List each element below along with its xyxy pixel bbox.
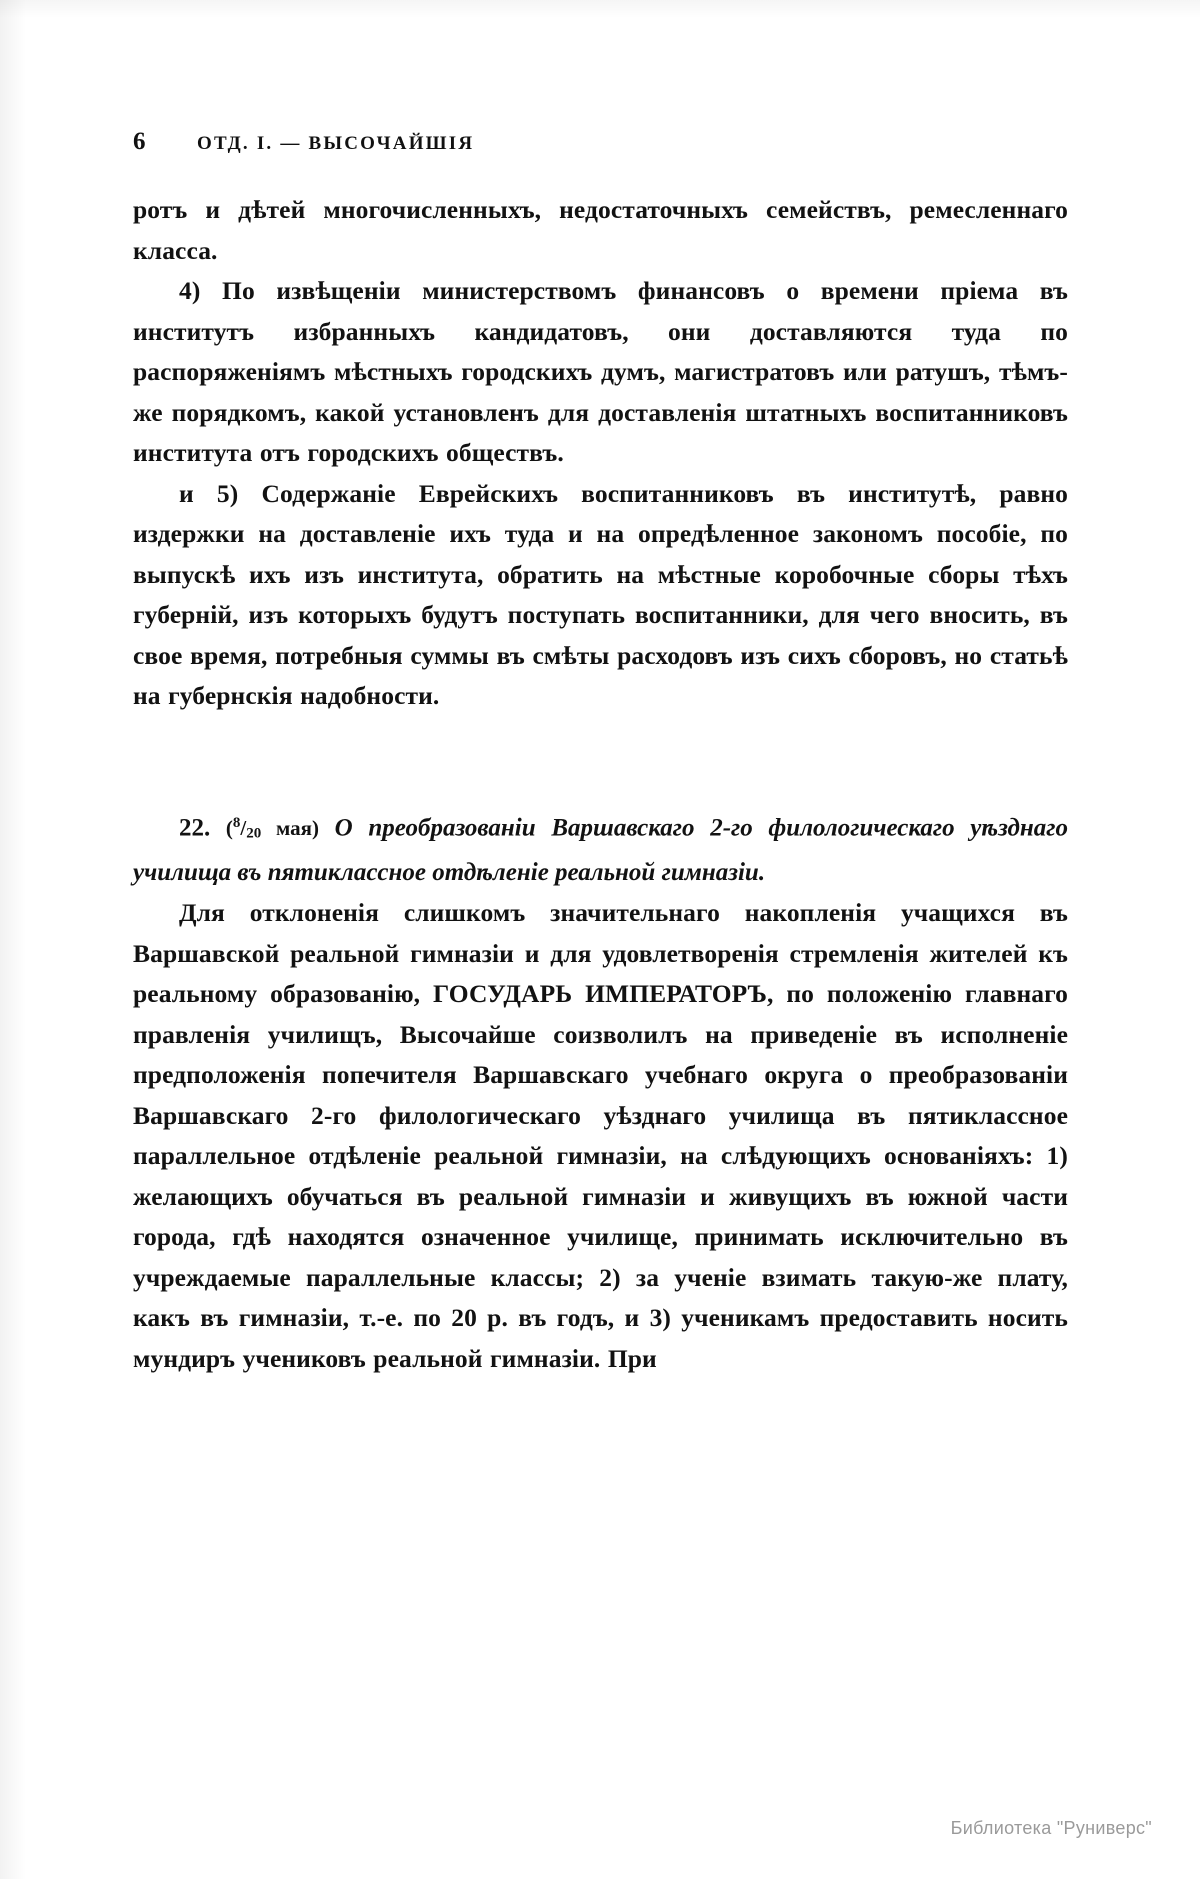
paragraph: и 5) Содержаніе Еврейскихъ воспитанниковъ въ институтѣ, равно издержки на доставленіе ихъ туда и на опредѣленное закономъ пособіе, по выпускѣ ихъ изъ института, обратить на мѣстные коробочные сборы тѣхъ губерній, изъ которыхъ будутъ поступать воспитанники, для чего вносить, въ свое время, потребныя суммы въ смѣты расходовъ изъ сихъ сборовъ, но статьѣ на губернскія надобности. — [133, 478, 1068, 710]
page-content — [133, 128, 1068, 1379]
running-head — [133, 128, 1068, 162]
running-head-title: ОТД. I. — ВЫСОЧАЙШIЯ — [197, 133, 475, 154]
page-edge-shading-left — [0, 0, 26, 1879]
section-title: О преобразованіи Варшавскаго 2-го филологическаго уѣзднаго училища въ пятиклассное отдѣленіе реальной гимназіи. — [133, 813, 1069, 886]
library-watermark: Библиотека "Руниверс" — [950, 1818, 1152, 1838]
page-edge-shading-top — [0, 0, 1200, 18]
section-number: 22. — [179, 813, 211, 841]
body-text — [133, 190, 1068, 717]
section-date-denominator: 20 — [246, 825, 262, 841]
paragraph: Для отклоненія слишкомъ значительнаго накопленія учащихся въ Варшавской реальной гимназіи и для удовлетворенія стремленія жителей къ реальному образованію, ГОСУДАРЬ ИМПЕРАТОРЪ, по положенію главнаго правленія училищъ, Высочайше соизволилъ на приведеніе въ исполненіе предположенія попечителя Варшавскаго учебнаго округа о преобразованіи Варшавскаго 2-го филологическаго уѣзднаго училища въ пятиклассное параллельное отдѣленіе реальной гимназіи, на слѣдующихъ основаніяхъ: 1) желающихъ обучаться въ реальной гимназіи и живущихъ въ южной части города, гдѣ находятся означенное училище, принимать исключительно въ учреждаемые параллельные классы; 2) за ученіе взимать такую-же плату, какъ въ гимназіи, т.-е. по 20 р. въ годъ, и 3) ученикамъ предоставить носить мундиръ учениковъ реальной гимназіи. При — [133, 898, 1068, 1373]
page-number: 6 — [133, 128, 146, 155]
section-date-month: мая — [275, 815, 312, 840]
paragraph: ротъ и дѣтей многочисленныхъ, недостаточныхъ семействъ, ремесленнаго класса. — [133, 195, 1068, 265]
section-date-numerator: 8 — [232, 814, 241, 831]
section-spacer — [133, 717, 1068, 803]
section-date: ($^8/_{20}$ мая) — [225, 814, 319, 841]
section-body — [133, 893, 1068, 1379]
section-heading — [133, 803, 1068, 894]
paragraph: 4) По извѣщеніи министерствомъ финансовъ о времени пріема въ институтъ избранныхъ кандидатовъ, они доставляются туда по распоряженіямъ мѣстныхъ городскихъ думъ, магистратовъ или ратушъ, тѣмъ-же порядкомъ, какой установленъ для доставленія штатныхъ воспитанниковъ института отъ городскихъ обществъ. — [133, 276, 1068, 467]
